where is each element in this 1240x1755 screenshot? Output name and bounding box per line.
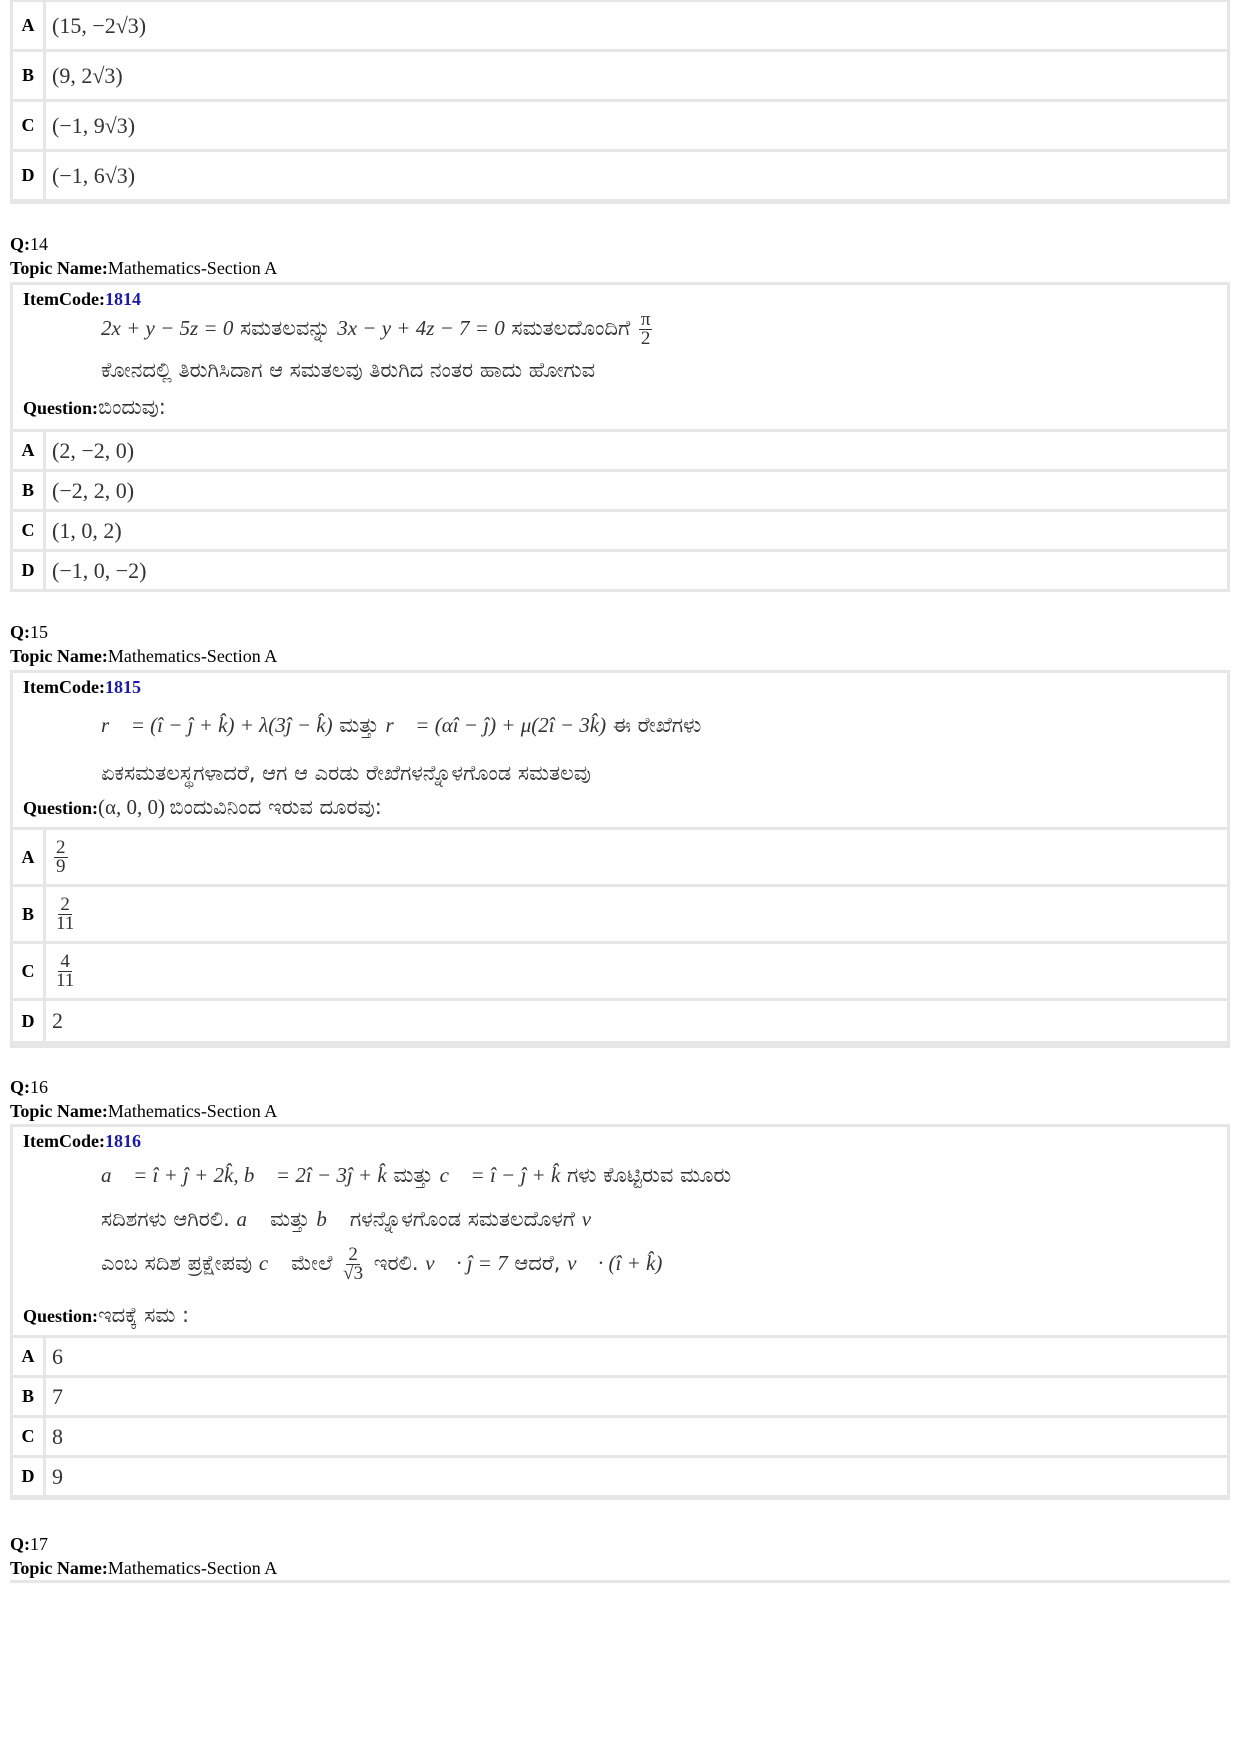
question-number-line <box>10 1532 277 1556</box>
option-value: (9, 2√3) <box>46 52 1227 99</box>
option-row-b <box>13 1378 1227 1415</box>
option-value <box>46 887 1227 941</box>
angle-fraction <box>639 308 653 349</box>
topic-line <box>10 644 277 668</box>
question-label-text: Question: <box>23 798 99 818</box>
question-number-line <box>10 620 277 644</box>
question-line-1 <box>101 307 654 349</box>
topic-name: Mathematics-Section A <box>107 1101 278 1121</box>
text-span: ಸದಿಶಗಳು ಆಗಿರಲಿ. <box>101 1207 230 1231</box>
option-value: (−1, 6√3) <box>46 152 1227 199</box>
question-line-3: ಬಿಂದುವಿನಿಂದ ಇರುವ ದೂರವು: <box>169 795 382 819</box>
question-body <box>13 1127 1227 1335</box>
option-row-a <box>13 830 1227 884</box>
fraction-numerator: 2 <box>60 893 70 915</box>
question-line-1 <box>101 701 701 749</box>
q-label: Q: <box>10 1534 30 1554</box>
option-letter: D <box>13 1458 43 1495</box>
option-value: (2, −2, 0) <box>46 432 1227 469</box>
text-span: ಮತ್ತು <box>393 1163 433 1187</box>
fraction-denominator: 11 <box>56 912 75 934</box>
fraction-denominator: 2 <box>640 327 651 349</box>
option-letter: C <box>13 102 43 149</box>
itemcode-label: ItemCode: <box>23 289 105 309</box>
q-label: Q: <box>10 234 30 254</box>
option-fraction <box>54 893 76 934</box>
option-value: 2 <box>46 1001 1227 1041</box>
question-header-15 <box>10 620 277 668</box>
option-letter: A <box>13 830 43 884</box>
question-line-3: ಬಿಂದುವು: <box>98 395 166 419</box>
question-number: 14 <box>30 234 48 254</box>
option-value: (−1, 0, −2) <box>46 552 1227 589</box>
option-letter: D <box>13 552 43 589</box>
question-box-top-border <box>10 1580 1230 1583</box>
fraction-denominator: √3 <box>343 1262 364 1284</box>
item-code-line <box>23 677 141 698</box>
topic-label: Topic Name: <box>10 646 108 666</box>
text-span: ಸಮತಲದೊಂದಿಗೆ <box>511 316 631 340</box>
question-number: 16 <box>30 1077 48 1097</box>
question-label <box>23 395 166 420</box>
option-letter: D <box>13 1001 43 1041</box>
question-line-3 <box>101 1241 731 1285</box>
option-row-c <box>13 102 1227 149</box>
option-letter: B <box>13 52 43 99</box>
dot-product-vj: v⃗ · ĵ = 7 <box>425 1251 508 1275</box>
question-line-2 <box>101 1197 731 1241</box>
fraction-denominator: 11 <box>56 969 75 991</box>
topic-line <box>10 256 277 280</box>
itemcode-label: ItemCode: <box>23 677 105 697</box>
option-letter: C <box>13 512 43 549</box>
line-equation-2: r⃗ = (αî − ĵ) + μ(2î − 3k̂) <box>385 713 607 737</box>
option-letter: B <box>13 472 43 509</box>
fraction-numerator: 2 <box>348 1243 358 1265</box>
fraction-numerator: π <box>640 308 651 330</box>
text-span: ಎಂಬ ಸದಿಶ ಪ್ರಕ್ಷೇಪವು <box>101 1251 253 1275</box>
question-line-4: ಇದಕ್ಕೆ ಸಮ : <box>98 1303 190 1327</box>
text-span: ಆದರೆ, <box>514 1251 561 1275</box>
option-value: 8 <box>46 1418 1227 1455</box>
vector-c: c⃗ <box>258 1251 285 1275</box>
text-span: ಇರಲಿ. <box>373 1251 419 1275</box>
option-value: (1, 0, 2) <box>46 512 1227 549</box>
option-row-d <box>13 552 1227 589</box>
vector-b: b⃗ <box>316 1207 344 1231</box>
topic-label: Topic Name: <box>10 1558 108 1578</box>
option-value: (−1, 9√3) <box>46 102 1227 149</box>
item-code: 1814 <box>104 289 141 309</box>
text-span: ಗಳು ಕೊಟ್ಟಿರುವ ಮೂರು <box>567 1163 732 1187</box>
option-value <box>46 944 1227 998</box>
topic-name: Mathematics-Section A <box>107 258 278 278</box>
q-label: Q: <box>10 622 30 642</box>
q-label: Q: <box>10 1077 30 1097</box>
option-value: 6 <box>46 1338 1227 1375</box>
option-row-d <box>13 1001 1227 1041</box>
option-row-c <box>13 1418 1227 1455</box>
item-code: 1816 <box>104 1131 141 1151</box>
option-value: (−2, 2, 0) <box>46 472 1227 509</box>
option-row-a <box>13 2 1227 49</box>
option-fraction <box>54 950 76 991</box>
option-row-c <box>13 944 1227 998</box>
question-label-text: Question: <box>23 398 99 418</box>
option-value: (15, −2√3) <box>46 2 1227 49</box>
plane-equation-1: 2x + y − 5z = 0 <box>101 316 234 340</box>
option-row-c <box>13 512 1227 549</box>
vectors-ab: a⃗ = î + ĵ + 2k̂, b⃗ = 2î − 3ĵ + k̂ <box>101 1163 387 1187</box>
question-label <box>23 1303 189 1328</box>
question-label <box>23 795 382 820</box>
option-letter: A <box>13 1338 43 1375</box>
options-16 <box>10 1336 1230 1500</box>
option-value: 7 <box>46 1378 1227 1415</box>
text-span: ಸಮತಲವನ್ನು <box>240 316 331 340</box>
question-line-1 <box>101 1153 731 1197</box>
line-equation-1: r⃗ = (î − ĵ + k̂) + λ(3ĵ − k̂) <box>101 713 333 737</box>
text-span: ಮತ್ತು <box>339 713 379 737</box>
topic-label: Topic Name: <box>10 1101 108 1121</box>
question-box-15 <box>10 670 1230 830</box>
point-coordinates: (α, 0, 0) <box>98 795 166 819</box>
question-body <box>13 673 1227 827</box>
question-box-14 <box>10 282 1230 432</box>
question-header-16 <box>10 1075 277 1123</box>
topic-name: Mathematics-Section A <box>107 646 278 666</box>
option-value <box>46 830 1227 884</box>
item-code: 1815 <box>104 677 141 697</box>
fraction-denominator: 9 <box>56 855 66 877</box>
question-number-line <box>10 1075 277 1099</box>
question-header-17 <box>10 1532 277 1580</box>
option-letter: B <box>13 887 43 941</box>
vector-v: v⃗ <box>581 1207 608 1231</box>
text-span: ಗಳನ್ನೊಳಗೊಂಡ ಸಮತಲದೊಳಗೆ <box>349 1207 576 1231</box>
option-value: 9 <box>46 1458 1227 1495</box>
topic-name: Mathematics-Section A <box>107 1558 278 1578</box>
option-row-d <box>13 152 1227 199</box>
option-row-b <box>13 887 1227 941</box>
options-14 <box>10 430 1230 592</box>
option-row-d <box>13 1458 1227 1495</box>
question-box-16 <box>10 1124 1230 1338</box>
option-row-b <box>13 472 1227 509</box>
option-row-a <box>13 432 1227 469</box>
dot-product-target: v⃗ · (î + k̂) <box>567 1251 663 1275</box>
topic-line <box>10 1556 277 1580</box>
question-line-2: ಕೋನದಲ್ಲಿ ತಿರುಗಿಸಿದಾಗ ಆ ಸಮತಲವು ತಿರುಗಿದ ನಂತರ ಹಾದು ಹೋಗುವ <box>101 358 596 382</box>
projection-fraction <box>341 1243 365 1284</box>
text-span: ಮತ್ತು <box>270 1207 310 1231</box>
text-span: ಮೇಲೆ <box>291 1251 333 1275</box>
prev-question-options <box>10 0 1230 204</box>
option-letter: B <box>13 1378 43 1415</box>
fraction-numerator: 2 <box>56 836 66 858</box>
question-label-text: Question: <box>23 1306 99 1326</box>
question-text <box>101 307 654 391</box>
plane-equation-2: 3x − y + 4z − 7 = 0 <box>337 316 505 340</box>
question-body <box>13 285 1227 429</box>
option-letter: A <box>13 432 43 469</box>
question-number-line <box>10 232 277 256</box>
question-number: 17 <box>30 1534 48 1554</box>
vector-a: a⃗ <box>236 1207 264 1231</box>
option-letter: D <box>13 152 43 199</box>
topic-label: Topic Name: <box>10 258 108 278</box>
question-header-14 <box>10 232 277 280</box>
option-row-b <box>13 52 1227 99</box>
option-fraction <box>54 836 68 877</box>
question-text <box>101 1153 731 1285</box>
text-span: ಈ ರೇಖೆಗಳು <box>612 713 702 737</box>
item-code-line <box>23 1131 141 1152</box>
option-row-a <box>13 1338 1227 1375</box>
question-text <box>101 701 701 797</box>
option-letter: C <box>13 1418 43 1455</box>
fraction-numerator: 4 <box>60 950 70 972</box>
itemcode-label: ItemCode: <box>23 1131 105 1151</box>
vector-c: c⃗ = î − ĵ + k̂ <box>439 1163 561 1187</box>
question-line-2: ಏಕಸಮತಲಸ್ಥಗಳಾದರೆ, ಆಗ ಆ ಎರಡು ರೇಖೆಗಳನ್ನೊಳಗೊಂಡ ಸಮತಲವು <box>101 761 591 785</box>
question-number: 15 <box>30 622 48 642</box>
options-15 <box>10 828 1230 1048</box>
option-letter: C <box>13 944 43 998</box>
topic-line <box>10 1099 277 1123</box>
option-letter: A <box>13 2 43 49</box>
